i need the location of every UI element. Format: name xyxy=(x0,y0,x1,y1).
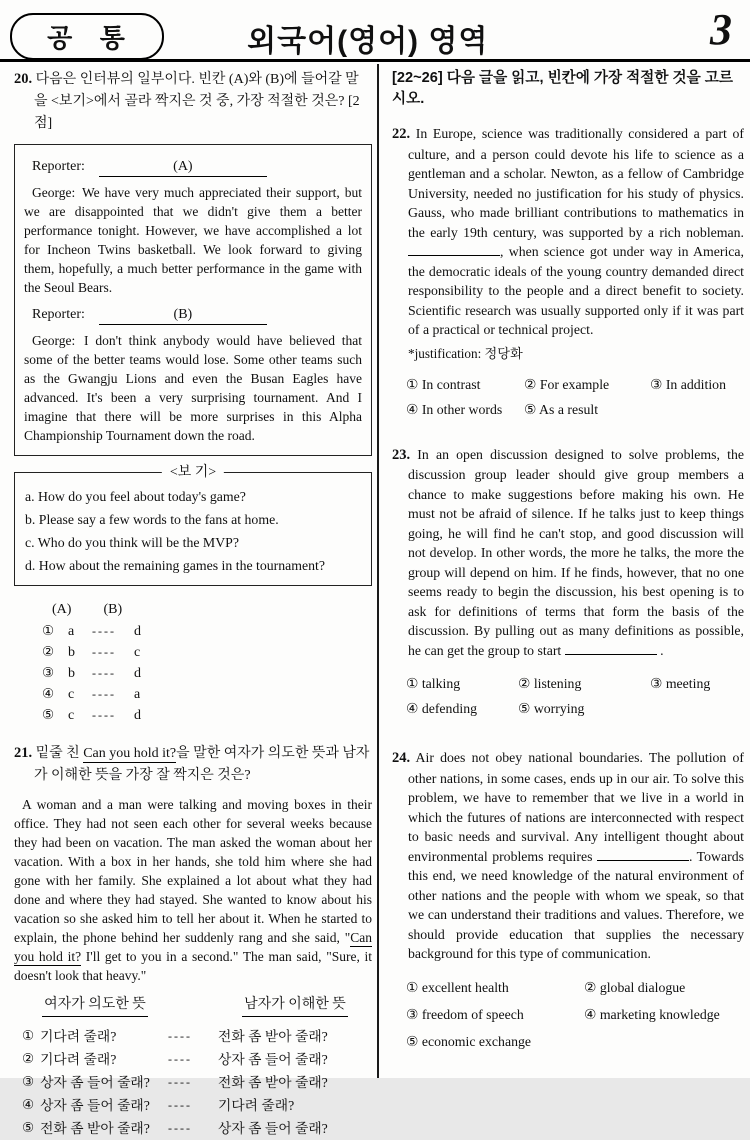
column-a-label: (A) xyxy=(52,602,72,617)
choice-separator: ---- xyxy=(92,687,116,701)
bogi-item-a: a. How do you feel about today's game? xyxy=(25,489,246,504)
q21-passage xyxy=(14,795,372,985)
q21-choice-4 xyxy=(22,1094,372,1117)
q23-choice-2: ② listening xyxy=(518,676,582,691)
q20-prompt-text: 다음은 인터뷰의 일부이다. 빈칸 (A)와 (B)에 들어갈 말을 <보기>에서 골라 짝지은 것 중, 가장 적절한 것은? [2점] xyxy=(34,72,360,131)
column-divider xyxy=(377,64,379,1078)
choice-marker: ⑤ xyxy=(22,1120,35,1136)
q23-text-post: . xyxy=(660,642,664,658)
intended-text: 기다려 줄래? xyxy=(40,1029,117,1044)
blank-b: (B) xyxy=(99,305,267,325)
q20-choice-1 xyxy=(42,621,372,642)
q22-text-pre: In Europe, science was traditionally considered a part of culture, and a person could devote his life to science as a gentleman and a scholar. Newton, as a fellow of Cambridge University, needed no justification for his study of physics. Gauss, who made brilliant contributions to mathematics in the early 19th century, was supported by a rich nobleman. xyxy=(408,126,744,240)
choice-b-value: d xyxy=(134,666,141,681)
common-section-badge: 공 통 xyxy=(10,13,164,60)
q20-prompt xyxy=(14,68,372,135)
understood-text: 상자 좀 들어 줄래? xyxy=(218,1052,328,1067)
choice-marker: ① xyxy=(42,623,55,639)
q20-reporter-b-line xyxy=(32,305,362,325)
page-number: 3 xyxy=(710,5,732,54)
q24-text-pre: Air does not obey national boundaries. The pollution of other nations, in some cases, ends up in our air. To solve this problem, we have to remember that we live in a world in which the futures of nations are interconnected with respect to basic needs and survival. Any intelligent thought about environmental problems requires xyxy=(408,750,744,864)
choice-separator: ---- xyxy=(168,1098,192,1112)
column-b-label: (B) xyxy=(103,602,123,617)
george-label-b: George: xyxy=(32,333,76,348)
q21-choice-2 xyxy=(22,1048,372,1071)
choice-marker: ① xyxy=(22,1028,35,1044)
choice-marker: ② xyxy=(42,644,55,660)
q21-prompt-underlined: Can you hold it? xyxy=(83,746,177,761)
choice-a-value: b xyxy=(68,645,75,660)
intended-text: 기다려 줄래? xyxy=(40,1052,117,1067)
choice-separator: ---- xyxy=(168,1029,192,1043)
q22-choice-4: ④ In other words xyxy=(406,401,503,417)
q23-blank xyxy=(565,643,657,655)
q23-text-pre: In an open discussion designed to solve problems, the discussion group leader should give group members a chance to make suggestions before making his own. He must not be afraid of silence. If he talks just to keep things going, he will find he can't stop, and good discussion will not develop. In other words, the more he talks, the more the group will depend on him. If he finds, however, that no one seems ready to begin the discussion, his best opening is to ask for definitions of terms that form the basis of the discussion. By pulling out as many definitions as possible, he can get the group to start xyxy=(408,446,744,658)
q21-choice-5 xyxy=(22,1117,372,1140)
q20-choice-5 xyxy=(42,705,372,726)
choice-marker: ⑤ xyxy=(42,707,55,723)
q22-choice-2: ② For example xyxy=(524,376,610,392)
q22-footnote: *justification: 정당화 xyxy=(408,345,523,361)
page-title: 외국어(영어) 영역 xyxy=(247,25,489,58)
q24-choice-1: ① excellent health xyxy=(406,979,509,995)
q20-choice-4 xyxy=(42,684,372,705)
choice-separator: ---- xyxy=(168,1121,192,1135)
q22-blank xyxy=(408,244,500,256)
q20-number: 20. xyxy=(14,71,33,87)
choice-separator: ---- xyxy=(92,708,116,722)
section-22-26-instruction: [22~26] 다음 글을 읽고, 빈칸에 가장 적절한 것을 고르시오. xyxy=(392,70,733,107)
q24-choices xyxy=(406,978,744,1051)
q21-meaning-table xyxy=(14,995,372,1140)
choice-separator: ---- xyxy=(168,1052,192,1066)
q24-block xyxy=(392,748,744,1051)
choice-marker: ④ xyxy=(22,1097,35,1113)
understood-text: 전화 좀 받아 줄래? xyxy=(218,1029,328,1044)
q20-george-a-paragraph xyxy=(24,183,362,297)
q21-choice-3 xyxy=(22,1071,372,1094)
q20-bogi-box xyxy=(14,465,372,586)
choice-a-value: c xyxy=(68,708,75,723)
q22-choices xyxy=(406,375,744,419)
q21-passage-pre: A woman and a man were talking and moving boxes in their office. They had not seen each other for several weeks because they had been on vacation. The man asked the woman about her vacation. With a box in her hands, she told him where she had gone with her family. She explained a lot about what they had done and where they had stayed. She wanted to know about his vacation so she asked him to tell her about it. When he started to explain, the phone behind her suddenly rang and she said, " xyxy=(14,797,372,945)
george-b-text: I don't think anybody would have believed that some of the better teams would lose. Some other teams such as the Gwangju Lions and even the Busan Eagles have advanced. It's been a very surprising tournament. And I imagine that there will be more surprises in this Alpha Championship Tournament down the road. xyxy=(24,333,362,443)
george-a-text: We have very much appreciated their support, but we are disappointed that we didn't give them a better performance tonight. However, we have accomplished a lot for Incheon Twins basketball. We look forward to giving them, hopefully, a much better performance in the game with the Seoul Bears. xyxy=(24,185,362,295)
q21-passage-underlined: Can you hold it? xyxy=(14,930,372,964)
q21-table-header xyxy=(22,995,372,1017)
q24-passage xyxy=(392,748,744,964)
choice-marker: ③ xyxy=(22,1074,35,1090)
q24-choice-5: ⑤ economic exchange xyxy=(406,1033,531,1049)
q22-block xyxy=(392,124,744,419)
q23-choices xyxy=(406,674,744,718)
choice-marker: ② xyxy=(22,1051,35,1067)
q24-choice-4: ④ marketing knowledge xyxy=(584,1006,720,1022)
choice-marker: ③ xyxy=(42,665,55,681)
q21-passage-post: I'll get to you in a second." The man said, "Sure, it doesn't look that heavy." xyxy=(14,949,373,983)
q20-george-b-paragraph xyxy=(24,331,362,445)
q20-choice-3 xyxy=(42,663,372,684)
reporter-label-b: Reporter: xyxy=(32,307,85,322)
right-column xyxy=(392,68,744,1051)
q21-prompt xyxy=(14,742,372,787)
q20-reporter-a-line xyxy=(32,157,362,177)
q22-text-post: , when science got under way in America, the democratic ideals of the young country demanded direct responsibility to the people and a direct benefit to society. Scientific research was usually supported only if it was part of a practical or technical project. xyxy=(408,244,744,337)
understood-meaning-header: 남자가 이해한 뜻 xyxy=(242,995,348,1017)
choice-a-value: a xyxy=(68,624,75,639)
intended-meaning-header: 여자가 의도한 뜻 xyxy=(42,995,148,1017)
q21-choice-1 xyxy=(22,1025,372,1048)
choice-b-value: d xyxy=(134,708,141,723)
q24-number: 24. xyxy=(392,750,411,766)
table-header-spacer xyxy=(168,995,218,1017)
choice-separator: ---- xyxy=(92,645,116,659)
choice-b-value: d xyxy=(134,624,141,639)
intended-text: 전화 좀 받아 줄래? xyxy=(40,1121,150,1136)
understood-text: 기다려 줄래? xyxy=(218,1098,295,1113)
blank-a: (A) xyxy=(99,157,267,177)
choice-separator: ---- xyxy=(92,666,116,680)
header-rule xyxy=(0,59,750,62)
reporter-label-a: Reporter: xyxy=(32,159,85,174)
understood-text: 전화 좀 받아 줄래? xyxy=(218,1075,328,1090)
q24-text-post: . Towards this end, we need knowledge of the natural environment of other nations and the people with whom we speak, so that we can understand their traditions and values. Therefore, we should provide education that supplies the necessary background for this type of communication. xyxy=(408,848,744,961)
left-column xyxy=(14,68,372,1140)
q24-choice-2: ② global dialogue xyxy=(584,979,686,995)
q22-choice-3: ③ In addition xyxy=(650,376,726,392)
choice-separator: ---- xyxy=(168,1075,192,1089)
q23-choice-5: ⑤ worrying xyxy=(518,701,585,716)
q22-passage xyxy=(392,124,744,340)
q21-number: 21. xyxy=(14,745,33,761)
q22-choice-1: ① In contrast xyxy=(406,376,481,392)
q23-choice-3: ③ meeting xyxy=(650,676,711,691)
q23-passage xyxy=(392,445,744,661)
q24-choice-3: ③ freedom of speech xyxy=(406,1006,524,1022)
understood-text: 상자 좀 들어 줄래? xyxy=(218,1121,328,1136)
bogi-item-c: c. Who do you think will be the MVP? xyxy=(25,535,239,550)
q23-choice-1: ① talking xyxy=(406,676,461,691)
q20-choice-2 xyxy=(42,642,372,663)
bogi-item-b: b. Please say a few words to the fans at home. xyxy=(25,512,279,527)
intended-text: 상자 좀 들어 줄래? xyxy=(40,1075,150,1090)
q23-number: 23. xyxy=(392,446,411,463)
george-label-a: George: xyxy=(32,185,76,200)
intended-text: 상자 좀 들어 줄래? xyxy=(40,1098,150,1113)
choice-b-value: a xyxy=(134,687,141,702)
bogi-item-d: d. How about the remaining games in the tournament? xyxy=(25,558,326,573)
q21-prompt-post: 을 말한 여자가 의도한 뜻과 남자가 이해한 뜻을 가장 잘 짝지은 것은? xyxy=(34,746,370,783)
q21-prompt-pre: 밑줄 친 xyxy=(35,746,84,761)
q24-blank xyxy=(597,849,689,861)
q23-block xyxy=(392,445,744,719)
q23-choice-4: ④ defending xyxy=(406,701,477,716)
choice-marker: ④ xyxy=(42,686,55,702)
q22-number: 22. xyxy=(392,126,411,142)
q20-answer-columns xyxy=(52,600,372,619)
q20-dialogue-box xyxy=(14,144,372,456)
choice-b-value: c xyxy=(134,645,141,660)
choice-a-value: b xyxy=(68,666,75,681)
choice-separator: ---- xyxy=(92,624,116,638)
bogi-label: <보 기> xyxy=(162,463,224,482)
q22-choice-5: ⑤ As a result xyxy=(524,401,599,417)
choice-a-value: c xyxy=(68,687,75,702)
